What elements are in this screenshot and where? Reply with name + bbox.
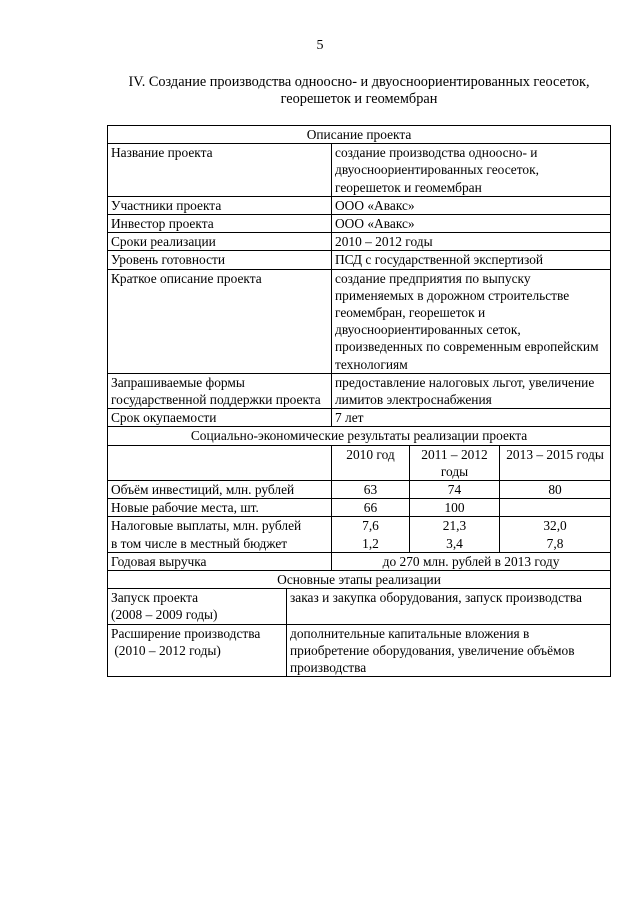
cell-value: 32,0: [500, 517, 611, 535]
page-number: 5: [316, 38, 324, 53]
cell-value: 63: [332, 481, 410, 499]
stage-label: [108, 589, 287, 624]
revenue-value: до 270 млн. рублей в 2013 году: [332, 552, 611, 570]
stage-label: [108, 624, 287, 677]
row-label: Инвестор проекта: [108, 215, 332, 233]
description-title: Описание проекта: [108, 126, 611, 144]
heading-line-1: IV. Создание производства одноосно- и двуосноориентированных геосеток,: [128, 74, 590, 90]
row-label: Запрашиваемые формы государственной поддержки проекта: [108, 373, 332, 408]
table-row: [108, 624, 611, 677]
results-title: Социально-экономические результаты реализации проекта: [108, 427, 611, 445]
cell-value: 21,3: [410, 517, 500, 535]
row-label: Годовая выручка: [108, 552, 332, 570]
row-label: Название проекта: [108, 144, 332, 197]
row-value: предоставление налоговых льгот, увеличение лимитов электроснабжения: [332, 373, 611, 408]
cell-value: 74: [410, 481, 500, 499]
table-row: [108, 144, 611, 197]
heading-line-2: георешеток и геомембран: [280, 91, 438, 107]
row-value: ООО «Авакс»: [332, 215, 611, 233]
stages-title-row: [108, 571, 611, 589]
col-header-2013-2015: 2013 – 2015 годы: [500, 445, 611, 480]
col-header-2010: 2010 год: [332, 445, 410, 480]
stage-period: (2010 – 2012 годы): [111, 642, 221, 658]
table-row: [108, 409, 611, 427]
row-label: Объём инвестиций, млн. рублей: [108, 481, 332, 499]
row-value: ПСД с государственной экспертизой: [332, 251, 611, 269]
row-value: 2010 – 2012 годы: [332, 233, 611, 251]
cell-value: 7,6: [332, 517, 410, 535]
cell-value: 66: [332, 499, 410, 517]
row-label: в том числе в местный бюджет: [108, 535, 332, 553]
cell-value: 100: [410, 499, 500, 517]
row-value: создание производства одноосно- и двуосноориентированных геосеток, георешеток и геомембран: [332, 144, 611, 197]
jobs-row: [108, 499, 611, 517]
row-label: Участники проекта: [108, 196, 332, 214]
row-label: Налоговые выплаты, млн. рублей: [108, 517, 332, 535]
row-label: Срок окупаемости: [108, 409, 332, 427]
stage-value: заказ и закупка оборудования, запуск производства: [287, 589, 611, 624]
results-title-row: [108, 427, 611, 445]
revenue-row: [108, 552, 611, 570]
cell-value: 3,4: [410, 535, 500, 553]
header-blank-cell: [108, 445, 332, 480]
description-title-row: [108, 126, 611, 144]
row-value: создание предприятия по выпуску применяемых в дорожном строительстве геомембран, георешеток и двуосноориентированных сеток, произведенных по современным европейским технологиям: [332, 269, 611, 373]
row-value: ООО «Авакс»: [332, 196, 611, 214]
row-value: 7 лет: [332, 409, 611, 427]
row-label: Уровень готовности: [108, 251, 332, 269]
stage-name: Расширение производства: [111, 625, 261, 641]
results-header-row: [108, 445, 611, 480]
cell-value: 80: [500, 481, 611, 499]
stage-name: Запуск проекта: [111, 590, 199, 606]
row-label: Сроки реализации: [108, 233, 332, 251]
table-row: [108, 589, 611, 624]
stages-title: Основные этапы реализации: [108, 571, 611, 589]
table-row: [108, 233, 611, 251]
row-label: Новые рабочие места, шт.: [108, 499, 332, 517]
table-row: [108, 196, 611, 214]
table-row: [108, 269, 611, 373]
table-row: [108, 251, 611, 269]
cell-value: 1,2: [332, 535, 410, 553]
local-budget-row: [108, 535, 611, 553]
stage-value: дополнительные капитальные вложения в приобретение оборудования, увеличение объёмов производства: [287, 624, 611, 677]
cell-value: [500, 499, 611, 517]
col-header-2011-2012: 2011 – 2012 годы: [410, 445, 500, 480]
row-label: Краткое описание проекта: [108, 269, 332, 373]
investment-row: [108, 481, 611, 499]
table-row: [108, 373, 611, 408]
cell-value: 7,8: [500, 535, 611, 553]
table-row: [108, 215, 611, 233]
taxes-row: [108, 517, 611, 535]
stage-period: (2008 – 2009 годы): [111, 607, 218, 623]
section-heading: [104, 74, 614, 108]
project-table: [107, 125, 611, 677]
